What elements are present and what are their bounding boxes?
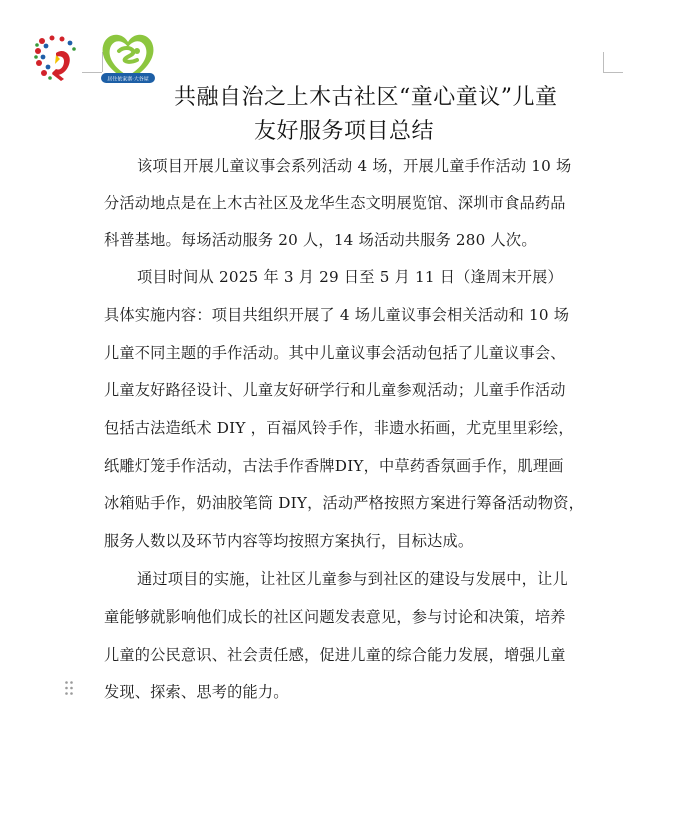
crop-mark	[603, 72, 623, 73]
community-logo-text: 居住依家寨·大谷屋	[107, 76, 149, 83]
paragraph-line: 纸雕灯笼手作活动，古法手作香牌DIY，中草药香氛画手作，肌理画	[104, 457, 564, 475]
paragraph-line: 项目时间从 2025 年 3 月 29 日至 5 月 11 日（逢周末开展）	[137, 268, 563, 286]
paragraph-line: 冰箱贴手作，奶油胶笔筒 DIY，活动严格按照方案进行筹备活动物资，	[104, 494, 585, 512]
paragraph-line: 儿童的公民意识、社会责任感，促进儿童的综合能力发展，增强儿童	[104, 646, 566, 664]
document-title-line-2: 友好服务项目总结	[254, 119, 435, 144]
paragraph-line: 儿童友好路径设计、儿童友好研学行和儿童参观活动；儿童手作活动	[104, 381, 566, 399]
paragraph-line: 通过项目的实施，让社区儿童参与到社区的建设与发展中，让儿	[137, 570, 568, 588]
community-logo	[97, 29, 159, 87]
paragraph-line: 发现、探索、思考的能力。	[104, 683, 289, 701]
document-title-line-1: 共融自治之上木古社区“童心童议”儿童	[174, 85, 558, 110]
paragraph-line: 科普基地。每场活动服务 20 人，14 场活动共服务 280 人次。	[104, 231, 537, 249]
paragraph-line: 包括古法造纸术 DIY ，百福风铃手作，非遗水拓画，尤克里里彩绘，	[104, 419, 574, 437]
paragraph-line: 儿童不同主题的手作活动。其中儿童议事会活动包括了儿童议事会、	[104, 344, 566, 362]
paragraph-line: 具体实施内容：项目共组织开展了 4 场儿童议事会相关活动和 10 场	[104, 306, 570, 324]
paragraph-line: 童能够就影响他们成长的社区问题发表意见，参与讨论和决策，培养	[104, 608, 566, 626]
drag-handle-icon[interactable]	[64, 680, 74, 696]
party-emblem-logo	[34, 33, 78, 83]
paragraph-line: 该项目开展儿童议事会系列活动 4 场，开展儿童手作活动 10 场	[137, 157, 572, 175]
paragraph-line: 服务人数以及环节内容等均按照方案执行，目标达成。	[104, 532, 474, 550]
crop-mark	[603, 52, 604, 72]
paragraph-line: 分活动地点是在上木古社区及龙华生态文明展览馆、深圳市食品药品	[104, 194, 566, 212]
